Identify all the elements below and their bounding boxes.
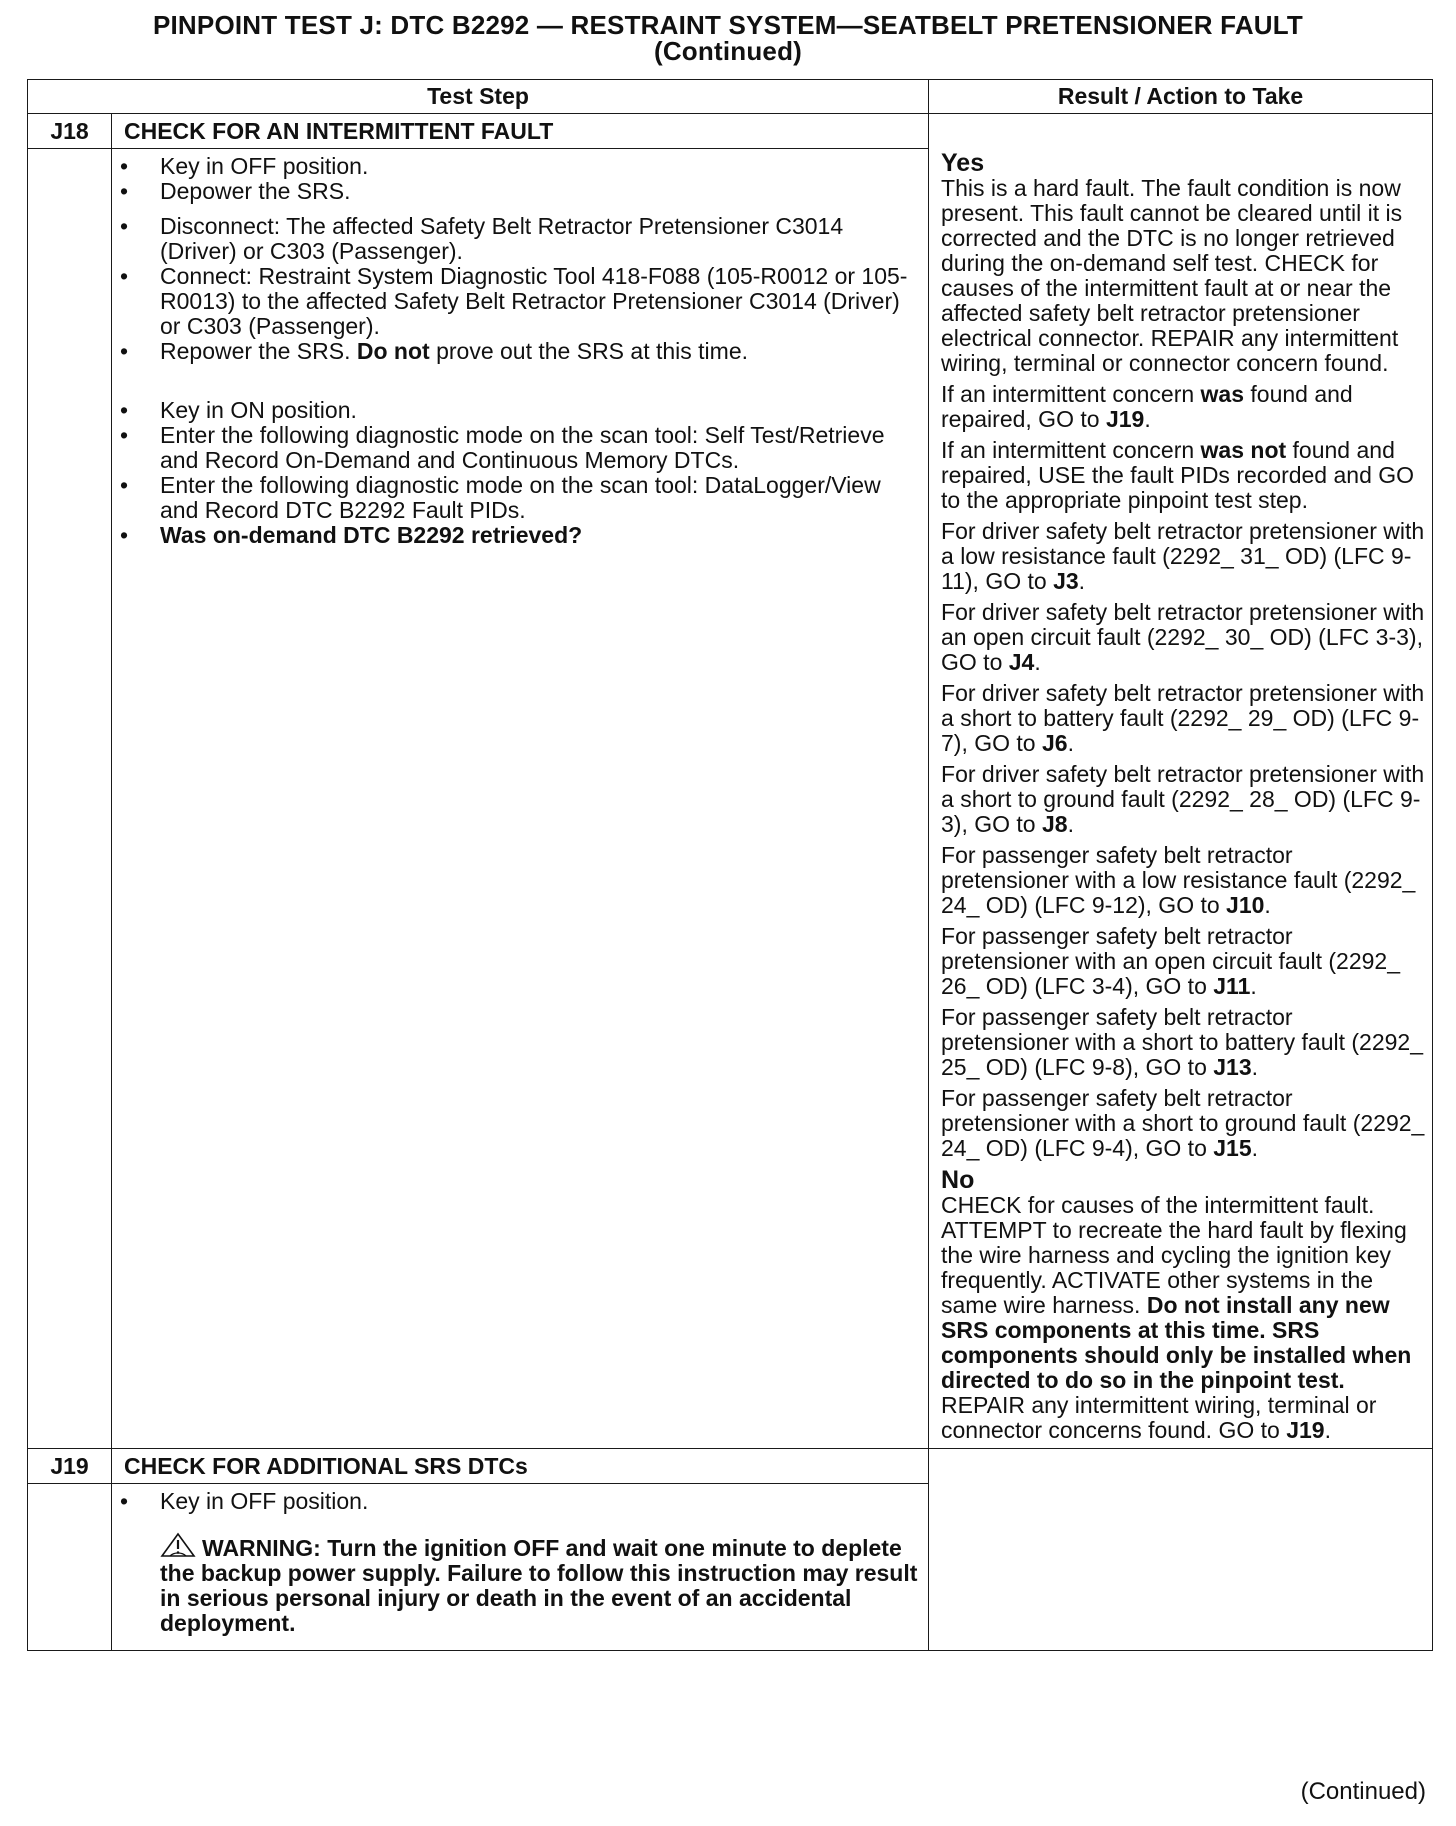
result-found xyxy=(941,382,1426,432)
result-branch: For passenger safety belt retractor pretensioner with a short to ground fault (2292_ 24_ OD) (LFC 9-4), GO to J15. xyxy=(941,1085,1425,1161)
step-id: J18 xyxy=(28,114,112,149)
instruction-list xyxy=(112,398,918,548)
bold-part: Do not xyxy=(356,338,430,364)
title-line: PINPOINT TEST J: DTC B2292 — RESTRAINT SYSTEM—SEATBELT PRETENSIONER FAULT xyxy=(152,10,1304,40)
text-part: found and repaired, GO to xyxy=(941,381,1353,432)
text-part: If an intermittent concern xyxy=(941,381,1201,407)
goto-link: J19 xyxy=(1105,406,1145,432)
branch-text: For driver safety belt retractor pretensioner with a low resistance fault (2292_ 31_ OD) (LFC 9-11), GO to xyxy=(941,518,1425,594)
text-part: REPAIR any intermittent wiring, terminal or connector concerns found. GO to xyxy=(941,1392,1377,1443)
list-item: • Enter the following diagnostic mode on the scan tool: Self Test/Retrieve and Record On-Demand and Continuous Memory DTCs. xyxy=(112,423,918,473)
step-instructions xyxy=(112,149,929,1449)
list-item: • Key in OFF position. xyxy=(112,154,918,179)
list-item xyxy=(112,523,918,548)
instruction-list xyxy=(112,214,918,364)
pinpoint-test-table xyxy=(27,79,1433,1651)
branch-text: For driver safety belt retractor pretensioner with a short to ground fault (2292_ 28_ OD) (LFC 9-3), GO to xyxy=(941,761,1425,837)
result-not-found xyxy=(941,438,1426,513)
list-item xyxy=(112,339,918,364)
bold-part: Do not install any new SRS components at this time. SRS components should only be installed when directed to do so in the pinpoint test. xyxy=(941,1292,1412,1393)
goto-link: J11 xyxy=(1213,973,1251,999)
goto-link: J10 xyxy=(1226,892,1265,918)
list-item: • Key in OFF position. xyxy=(112,1489,918,1514)
instruction-list xyxy=(112,1489,918,1514)
text-part: Repower the SRS. xyxy=(160,338,351,364)
result-branch: For driver safety belt retractor pretensioner with an open circuit fault (2292_ 30_ OD) (LFC 3-3), GO to J4. xyxy=(941,599,1425,675)
step-id-blank xyxy=(28,1484,112,1651)
text-part: If an intermittent concern xyxy=(941,437,1201,463)
branch-text: For passenger safety belt retractor pretensioner with a low resistance fault (2292_ 24_ OD) (LFC 9-12), GO to xyxy=(941,842,1416,918)
step-title-row xyxy=(28,1449,1433,1484)
text-part: . xyxy=(1144,406,1151,432)
branch-text: For passenger safety belt retractor pretensioner with a short to battery fault (2292_ 25_ OD) (LFC 9-8), GO to xyxy=(941,1004,1424,1080)
goto-link: J13 xyxy=(1213,1054,1252,1080)
continued-label: (Continued) xyxy=(1300,1778,1426,1805)
branch-text: For driver safety belt retractor pretensioner with an open circuit fault (2292_ 30_ OD) (LFC 3-3), GO to xyxy=(941,599,1425,675)
question-text: Was on-demand DTC B2292 retrieved? xyxy=(160,522,583,548)
result-no-text xyxy=(941,1193,1426,1443)
warning-note xyxy=(160,1532,918,1636)
table-header-row xyxy=(28,80,1433,114)
branch-text: For passenger safety belt retractor pretensioner with an open circuit fault (2292_ 26_ OD) (LFC 3-4), GO to xyxy=(941,923,1401,999)
col-header-test-step: Test Step xyxy=(28,80,929,114)
text-part: CHECK for causes of the intermittent fault. ATTEMPT to recreate the hard fault by flexing the wire harness and cycling the ignition key frequently. ACTIVATE other systems in the same wire harness. xyxy=(941,1192,1407,1318)
result-branch: For passenger safety belt retractor pretensioner with an open circuit fault (2292_ 26_ OD) (LFC 3-4), GO to J11. xyxy=(941,923,1401,999)
result-no-label: No xyxy=(941,1166,975,1194)
step-title: CHECK FOR ADDITIONAL SRS DTCs xyxy=(112,1449,929,1484)
subtitle-line: (Continued) xyxy=(653,36,803,66)
text-part: . xyxy=(1324,1417,1331,1443)
list-item: • Connect: Restraint System Diagnostic Tool 418-F088 (105-R0012 or 105-R0013) to the affected Safety Belt Retractor Pretensioner C3014 (Driver) or C303 (Passenger). xyxy=(112,264,918,339)
step-id: J19 xyxy=(28,1449,112,1484)
text-part: prove out the SRS at this time. xyxy=(436,338,749,364)
bold-part: was not xyxy=(1200,437,1287,463)
goto-link: J3 xyxy=(1053,568,1079,594)
result-branch: For driver safety belt retractor pretensioner with a short to battery fault (2292_ 29_ OD) (LFC 9-7), GO to J6. xyxy=(941,680,1425,756)
result-branch: For driver safety belt retractor pretensioner with a short to ground fault (2292_ 28_ OD) (LFC 9-3), GO to J8. xyxy=(941,761,1425,837)
goto-link: J4 xyxy=(1008,649,1035,675)
result-yes-label: Yes xyxy=(941,149,985,177)
branch-text: For driver safety belt retractor pretensioner with a short to battery fault (2292_ 29_ OD) (LFC 9-7), GO to xyxy=(941,680,1425,756)
step-id-blank xyxy=(28,149,112,1449)
step-title: CHECK FOR AN INTERMITTENT FAULT xyxy=(112,114,929,149)
list-item: • Disconnect: The affected Safety Belt Retractor Pretensioner C3014 (Driver) or C303 (Passenger). xyxy=(112,214,918,264)
list-item: • Depower the SRS. xyxy=(112,179,918,204)
list-item: • Enter the following diagnostic mode on the scan tool: DataLogger/View and Record DTC B2292 Fault PIDs. xyxy=(112,473,918,523)
result-branch: For passenger safety belt retractor pretensioner with a short to battery fault (2292_ 25_ OD) (LFC 9-8), GO to J13. xyxy=(941,1004,1424,1080)
bold-part: was xyxy=(1200,381,1245,407)
goto-link: J6 xyxy=(1042,730,1068,756)
step-result xyxy=(929,114,1433,1449)
goto-link: J8 xyxy=(1042,811,1068,837)
goto-link: J19 xyxy=(1286,1417,1325,1443)
warning-text: WARNING: Turn the ignition OFF and wait one minute to deplete the backup power supply. Failure to follow this instruction may result in serious personal injury or death in the event of an accidental deployment. xyxy=(160,1535,918,1636)
list-item: • Key in ON position. xyxy=(112,398,918,423)
step-instructions xyxy=(112,1484,929,1651)
goto-link: J15 xyxy=(1213,1135,1252,1161)
page-title xyxy=(0,12,1456,64)
result-branch: For driver safety belt retractor pretensioner with a low resistance fault (2292_ 31_ OD) (LFC 9-11), GO to J3. xyxy=(941,518,1425,594)
text-part: found and repaired, USE the fault PIDs recorded and GO to the appropriate pinpoint test step. xyxy=(941,437,1415,513)
instruction-list xyxy=(112,154,918,204)
warning-icon xyxy=(160,1532,196,1558)
branch-text: For passenger safety belt retractor pretensioner with a short to ground fault (2292_ 24_ OD) (LFC 9-4), GO to xyxy=(941,1085,1425,1161)
step-result xyxy=(929,1449,1433,1651)
result-yes-text: This is a hard fault. The fault condition is now present. This fault cannot be cleared until it is corrected and the DTC is no longer retrieved during the on-demand self test. CHECK for causes of the intermittent fault at or near the affected safety belt retractor pretensioner electrical connector. REPAIR any intermittent wiring, terminal or connector concern found. xyxy=(941,175,1403,376)
result-branch: For passenger safety belt retractor pretensioner with a low resistance fault (2292_ 24_ OD) (LFC 9-12), GO to J10. xyxy=(941,842,1416,918)
step-title-row xyxy=(28,114,1433,149)
col-header-result: Result / Action to Take xyxy=(929,80,1433,114)
